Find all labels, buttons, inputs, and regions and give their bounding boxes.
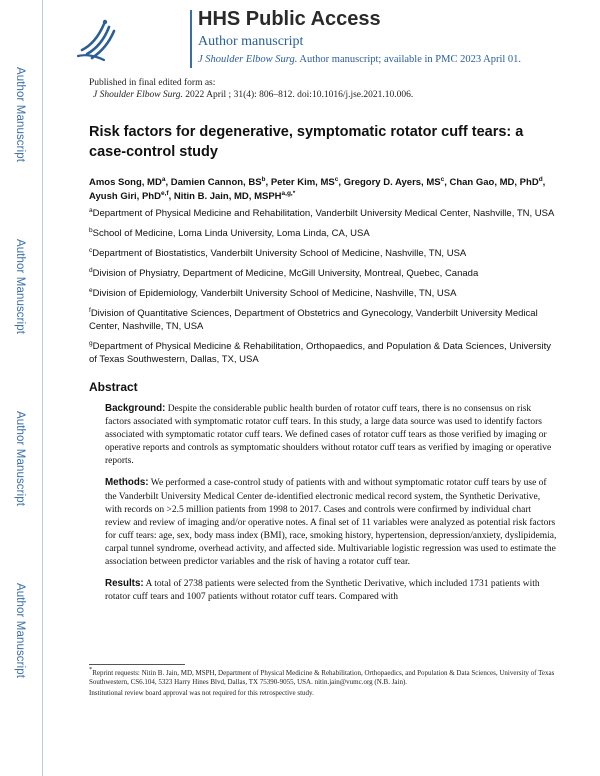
publication-info [89, 77, 569, 101]
affiliation-mark: d [89, 267, 93, 274]
abstract-text: Despite the considerable public health burden of rotator cuff tears, there is no consensus on risk factors associated with symptomatic rotator cuff tears. In this study, a large data source was used to identify factors associated with symptomatic rotator cuff tears. We defined cases of rotator cuff tears as those verified by imaging or operative reports and controls as symptomatic shoulders without rotator cuff tears as verified by imaging or operative reports. [105, 404, 552, 467]
sidebar-label: Author Manuscript [14, 67, 26, 163]
journal-availability-line [198, 54, 521, 65]
journal-name: J Shoulder Elbow Surg. [198, 54, 298, 65]
author-separator: , [338, 177, 344, 188]
affiliation-text: Division of Epidemiology, Vanderbilt University School of Medicine, Nashville, TN, USA [92, 288, 457, 299]
hhs-header [70, 8, 580, 70]
affiliation [89, 307, 559, 333]
sidebar-divider [42, 0, 43, 776]
availability-text: Author manuscript; available in PMC 2023 April 01. [297, 54, 522, 65]
author-affiliation-mark: d [538, 176, 543, 183]
author-separator: , [168, 191, 174, 202]
author-affiliation-mark: c [334, 176, 339, 183]
author-name: Peter Kim, MS [270, 177, 335, 188]
author-separator: , [444, 177, 450, 188]
footnote-rule [89, 664, 185, 665]
author-name: Nitin B. Jain, MD, MSPH [173, 191, 282, 202]
abstract-paragraph [105, 577, 559, 604]
abstract-paragraph [105, 476, 559, 569]
author-name: Amos Song, MD [89, 177, 162, 188]
author-separator: , [265, 177, 271, 188]
irb-footnote: Institutional review board approval was not required for this retrospective study. [89, 689, 314, 698]
abstract-paragraph [105, 402, 559, 468]
author-manuscript-sidebar [0, 0, 40, 776]
affiliation [89, 227, 559, 240]
author-affiliation-mark: a,g,* [281, 190, 296, 197]
hhs-eagle-logo-icon [74, 16, 120, 62]
article-body [89, 122, 559, 612]
reprint-footnote [89, 666, 559, 686]
affiliation [89, 287, 559, 300]
affiliation [89, 207, 559, 220]
citation-journal: J Shoulder Elbow Surg. [93, 90, 183, 100]
abstract-section-label: Background: [105, 403, 166, 414]
author-affiliation-mark: a [161, 176, 166, 183]
affiliation-mark: f [89, 307, 91, 314]
affiliation [89, 267, 559, 280]
author-name: Chan Gao, MD, PhD [449, 177, 539, 188]
affiliation-text: Division of Quantitative Sciences, Department of Obstetrics and Gynecology, Vanderbilt University Medical Center, Nashville, TN, USA [89, 308, 538, 332]
affiliation-text: Division of Physiatry, Department of Medicine, McGill University, Montreal, Quebec, Canada [92, 268, 479, 279]
author-name: Ayush Giri, PhD [89, 191, 161, 202]
sidebar-label: Author Manuscript [14, 411, 26, 507]
footnotes [89, 664, 559, 701]
abstract-section [89, 402, 559, 604]
affiliation-mark: a [89, 207, 93, 214]
abstract-section-label: Methods: [105, 477, 149, 489]
header-divider [190, 10, 192, 68]
published-in-label: Published in final edited form as: [89, 78, 216, 88]
abstract-heading: Abstract [89, 380, 138, 394]
affiliation-text: Department of Physical Medicine and Rehabilitation, Vanderbilt University Medical Center, Nashville, TN, USA [92, 208, 555, 219]
affiliation-text: Department of Biostatistics, Vanderbilt University School of Medicine, Nashville, TN, USA [92, 248, 467, 259]
abstract-text: We performed a case-control study of patients with and without symptomatic rotator cuff tears by use of the Vanderbilt University Medical Center de-identified electronic medical record system, the Synthetic Derivative, with records on >2.5 million patients from 1998 to 2017. Cases and controls were confirmed by individual chart review and review of imaging and/or operative notes. A final set of 11 variables were analyzed as potential risk factors for cuff tears: age, sex, body mass index (BMI), race, smoking history, hypertension, depression/anxiety, dyslipidemia, carpal tunnel syndrome, overhead activity, and affected side. Multivariable logistic regression was used to estimate the association between predictor variables and the risk of having a rotator cuff tear. [105, 478, 557, 568]
affiliation-list [89, 207, 559, 366]
affiliation-text: Department of Physical Medicine & Rehabilitation, Orthopaedics, and Population & Data Sciences, University of Texas Southwestern, Dallas, TX, USA [89, 341, 551, 365]
affiliation-mark: e [89, 287, 93, 294]
abstract-text: A total of 2738 patients were selected from the Synthetic Derivative, which included 1731 patients with rotator cuff tears and 1007 patients without rotator cuff tears. Compared with [105, 579, 540, 603]
hhs-public-access-title: HHS Public Access [198, 8, 381, 30]
affiliation-mark: c [89, 247, 93, 254]
article-title: Risk factors for degenerative, symptomatic rotator cuff tears: a case-control study [89, 124, 524, 160]
author-affiliation-mark: e,f [160, 190, 169, 197]
sidebar-label: Author Manuscript [14, 583, 26, 679]
author-separator: , [165, 177, 171, 188]
affiliation [89, 247, 559, 260]
author-name: Damien Cannon, BS [170, 177, 262, 188]
author-manuscript-subtitle: Author manuscript [198, 34, 304, 49]
abstract-section-label: Results: [105, 578, 144, 590]
citation-line [89, 89, 569, 101]
affiliation [89, 340, 559, 366]
footnote-mark: * [89, 666, 93, 673]
author-name: Gregory D. Ayers, MS [343, 177, 441, 188]
affiliation-text: School of Medicine, Loma Linda University, Loma Linda, CA, USA [92, 228, 370, 239]
author-separator: , [542, 177, 546, 188]
reprint-text: Reprint requests: Nitin B. Jain, MD, MSPH, Department of Physical Medicine & Rehabilitation, Orthopaedics, and Population & Data Sciences, University of Texas Southwestern, CS6.104, 5323 Harry Hines Blvd, Dallas, TX 75390-9055, USA. nitin.jain@vumc.org (N.B. Jain). [89, 669, 555, 686]
author-affiliation-mark: b [261, 176, 266, 183]
author-list [89, 176, 559, 204]
author-affiliation-mark: c [440, 176, 445, 183]
affiliation-mark: b [89, 227, 93, 234]
affiliation-mark: g [89, 340, 93, 347]
sidebar-label: Author Manuscript [14, 239, 26, 335]
citation-details: 2022 April ; 31(4): 806–812. doi:10.1016/j.jse.2021.10.006. [182, 90, 414, 100]
